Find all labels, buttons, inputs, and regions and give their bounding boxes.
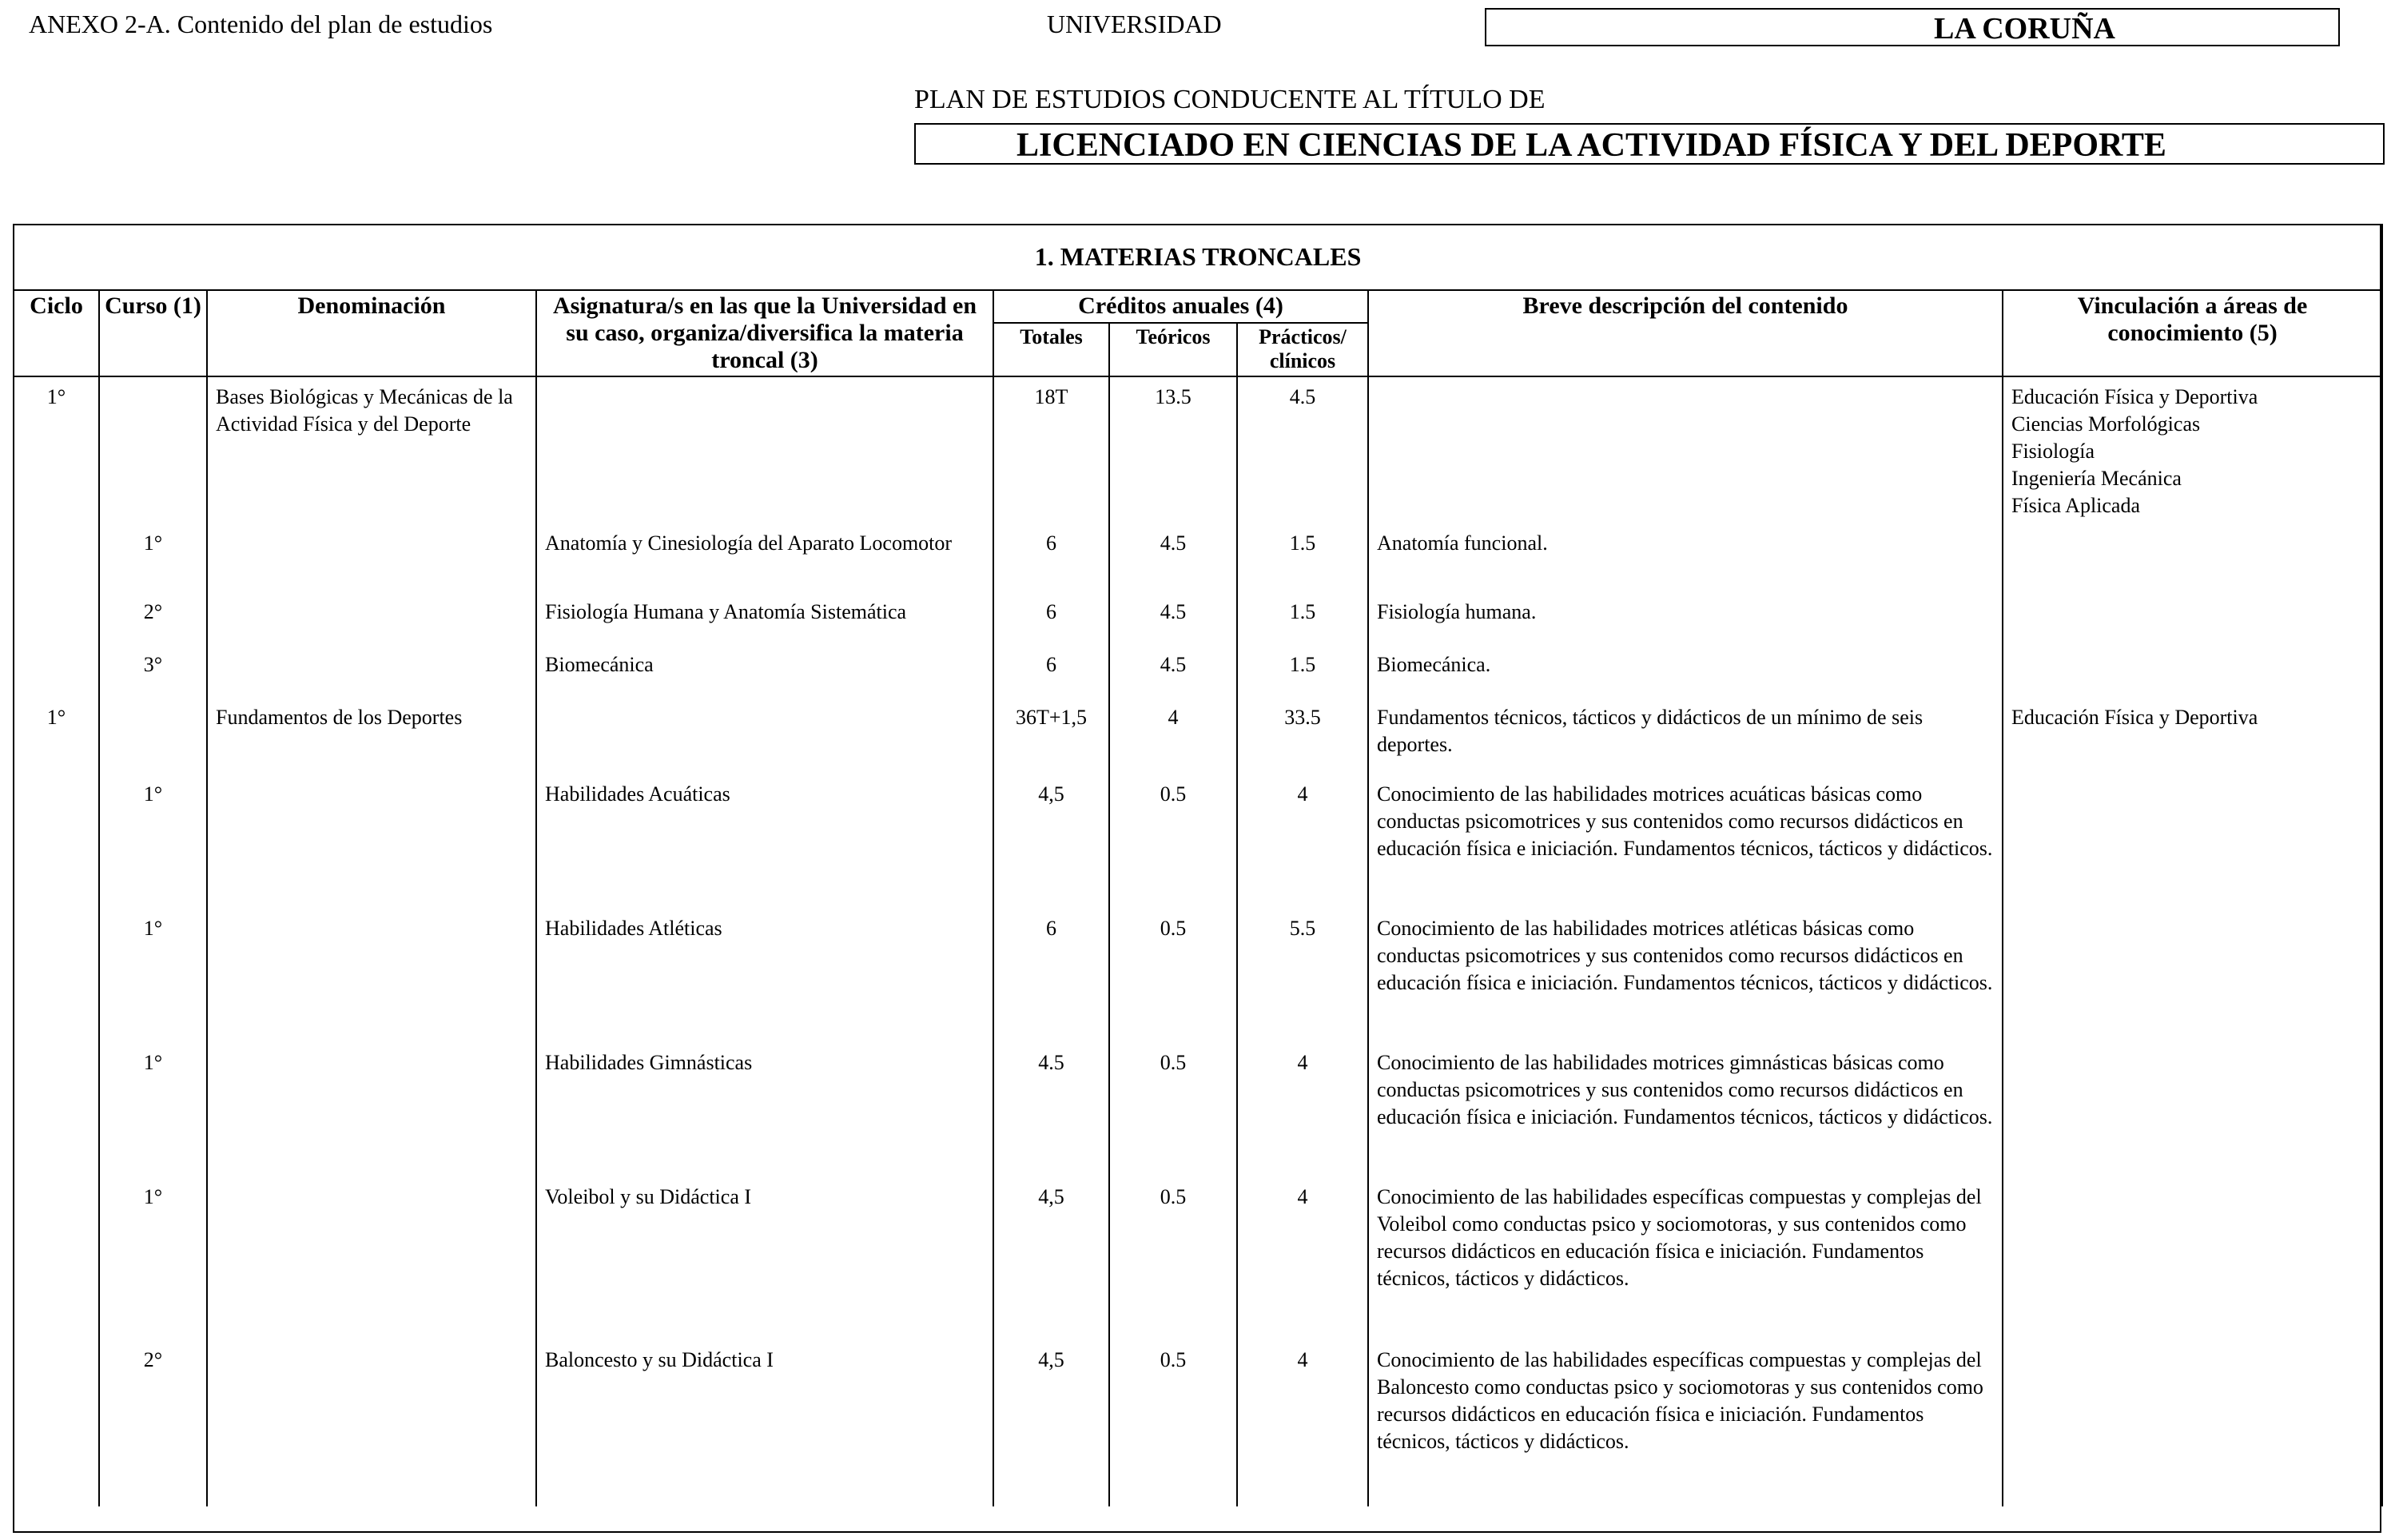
cell-vinculacion [2003, 1340, 2382, 1506]
col-denominacion: Denominación [207, 290, 536, 376]
cell-ciclo [14, 909, 99, 1043]
cell-descripcion: Conocimiento de las habilidades motrices gimnásticas básicas como conductas psicomotrices y sus contenidos como recursos didácticos en educación física e iniciación. Fundamentos técnicos, tácticos y didácticos. [1368, 1043, 2003, 1177]
cell-asignatura: Biomecánica [536, 645, 993, 698]
cell-vinculacion [2003, 523, 2382, 592]
university-name: LA CORUÑA [1934, 12, 2115, 46]
cell-denominacion [207, 909, 536, 1043]
cell-curso: 1° [99, 523, 207, 592]
cell-totales: 18T [993, 376, 1109, 523]
cell-denominacion [207, 523, 536, 592]
cell-teoricos: 0.5 [1109, 774, 1237, 909]
cell-curso [99, 698, 207, 774]
cell-curso: 1° [99, 774, 207, 909]
cell-practicos: 33.5 [1237, 698, 1368, 774]
cell-curso: 3° [99, 645, 207, 698]
cell-practicos: 4.5 [1237, 376, 1368, 523]
cell-asignatura [536, 376, 993, 523]
cell-denominacion [207, 1043, 536, 1177]
cell-teoricos: 4.5 [1109, 645, 1237, 698]
cell-curso: 2° [99, 592, 207, 645]
cell-ciclo [14, 1340, 99, 1506]
table-row [14, 523, 2382, 592]
cell-descripcion: Biomecánica. [1368, 645, 2003, 698]
cell-teoricos: 0.5 [1109, 909, 1237, 1043]
cell-practicos: 4 [1237, 1043, 1368, 1177]
col-asignatura: Asignatura/s en las que la Universidad en su caso, organiza/diversifica la materia troncal (3) [536, 290, 993, 376]
cell-asignatura: Baloncesto y su Didáctica I [536, 1340, 993, 1506]
cell-vinculacion [2003, 1043, 2382, 1177]
area-item: Física Aplicada [2011, 494, 2141, 517]
table-row [14, 909, 2382, 1043]
cell-asignatura: Anatomía y Cinesiología del Aparato Locomotor [536, 523, 993, 592]
university-label: UNIVERSIDAD [1047, 10, 1222, 38]
cell-practicos: 1.5 [1237, 523, 1368, 592]
table-row [14, 645, 2382, 698]
cell-vinculacion [2003, 1177, 2382, 1340]
cell-practicos: 4 [1237, 774, 1368, 909]
cell-asignatura [536, 698, 993, 774]
col-totales: Totales [993, 323, 1109, 376]
plan-label: PLAN DE ESTUDIOS CONDUCENTE AL TÍTULO DE [914, 85, 1546, 114]
table-row [14, 1340, 2382, 1506]
cell-denominacion: Fundamentos de los Deportes [207, 698, 536, 774]
degree-title: LICENCIADO EN CIENCIAS DE LA ACTIVIDAD FÍSICA Y DEL DEPORTE [1016, 127, 2166, 164]
cell-asignatura: Habilidades Atléticas [536, 909, 993, 1043]
cell-totales: 6 [993, 909, 1109, 1043]
col-descripcion: Breve descripción del contenido [1368, 290, 2003, 376]
cell-vinculacion [2003, 592, 2382, 645]
cell-vinculacion [2003, 645, 2382, 698]
cell-descripcion: Fisiología humana. [1368, 592, 2003, 645]
cell-totales: 4,5 [993, 1340, 1109, 1506]
cell-asignatura: Habilidades Acuáticas [536, 774, 993, 909]
cell-asignatura: Fisiología Humana y Anatomía Sistemática [536, 592, 993, 645]
cell-descripcion [1368, 376, 2003, 523]
cell-teoricos: 4.5 [1109, 523, 1237, 592]
cell-asignatura: Habilidades Gimnásticas [536, 1043, 993, 1177]
col-teoricos: Teóricos [1109, 323, 1237, 376]
cell-denominacion [207, 592, 536, 645]
table-row [14, 1043, 2382, 1177]
cell-practicos: 1.5 [1237, 645, 1368, 698]
col-creditos: Créditos anuales (4) [993, 290, 1368, 323]
cell-curso: 1° [99, 909, 207, 1043]
cell-teoricos: 0.5 [1109, 1340, 1237, 1506]
cell-denominacion [207, 1177, 536, 1340]
cell-practicos: 4 [1237, 1177, 1368, 1340]
col-curso: Curso (1) [99, 290, 207, 376]
cell-teoricos: 13.5 [1109, 376, 1237, 523]
col-practicos: Prácticos/ clínicos [1237, 323, 1368, 376]
university-box [1485, 8, 2340, 46]
cell-curso: 2° [99, 1340, 207, 1506]
table-row [14, 698, 2382, 774]
annex-label: ANEXO 2-A. Contenido del plan de estudios [29, 10, 493, 38]
col-vinculacion: Vinculación a áreas de conocimiento (5) [2003, 290, 2382, 376]
cell-practicos: 5.5 [1237, 909, 1368, 1043]
table-row [14, 376, 2382, 523]
cell-totales: 4.5 [993, 1043, 1109, 1177]
area-item: Ciencias Morfológicas [2011, 412, 2201, 436]
cell-teoricos: 4 [1109, 698, 1237, 774]
cell-curso: 1° [99, 1043, 207, 1177]
cell-ciclo [14, 1043, 99, 1177]
cell-teoricos: 0.5 [1109, 1177, 1237, 1340]
cell-vinculacion [2003, 774, 2382, 909]
cell-totales: 4,5 [993, 774, 1109, 909]
cell-descripcion: Conocimiento de las habilidades motrices acuáticas básicas como conductas psicomotrices y sus contenidos como recursos didácticos en educación física e iniciación. Fundamentos técnicos, tácticos y didácticos. [1368, 774, 2003, 909]
cell-totales: 6 [993, 523, 1109, 592]
cell-ciclo [14, 774, 99, 909]
cell-ciclo: 1° [14, 376, 99, 523]
cell-denominacion [207, 645, 536, 698]
cell-totales: 36T+1,5 [993, 698, 1109, 774]
cell-ciclo: 1° [14, 698, 99, 774]
cell-curso: 1° [99, 1177, 207, 1340]
cell-ciclo [14, 592, 99, 645]
cell-vinculacion [2003, 909, 2382, 1043]
area-item: Ingeniería Mecánica [2011, 467, 2182, 490]
area-item: Educación Física y Deportiva [2011, 385, 2258, 408]
cell-vinculacion [2003, 698, 2382, 774]
cell-practicos: 4 [1237, 1340, 1368, 1506]
cell-ciclo [14, 1177, 99, 1340]
cell-teoricos: 0.5 [1109, 1043, 1237, 1177]
cell-ciclo [14, 523, 99, 592]
materias-table [13, 224, 2383, 1506]
cell-totales: 4,5 [993, 1177, 1109, 1340]
cell-teoricos: 4.5 [1109, 592, 1237, 645]
cell-asignatura: Voleibol y su Didáctica I [536, 1177, 993, 1340]
cell-vinculacion [2003, 376, 2382, 523]
cell-ciclo [14, 645, 99, 698]
cell-descripcion: Anatomía funcional. [1368, 523, 2003, 592]
cell-denominacion [207, 1340, 536, 1506]
cell-totales: 6 [993, 645, 1109, 698]
cell-curso [99, 376, 207, 523]
section-title: 1. MATERIAS TRONCALES [14, 224, 2382, 290]
cell-descripcion: Fundamentos técnicos, tácticos y didácticos de un mínimo de seis deportes. [1368, 698, 2003, 774]
cell-descripcion: Conocimiento de las habilidades motrices atléticas básicas como conductas psicomotrices y sus contenidos como recursos didácticos en educación física e iniciación. Fundamentos técnicos, tácticos y didácticos. [1368, 909, 2003, 1043]
area-item: Educación Física y Deportiva [2011, 706, 2258, 729]
cell-descripcion: Conocimiento de las habilidades específicas compuestas y complejas del Voleibol como conductas psico y sociomotoras, y sus contenidos como recursos didácticos en educación física e iniciación. Fundamentos técnicos, tácticos y didácticos. [1368, 1177, 2003, 1340]
table-row [14, 592, 2382, 645]
cell-practicos: 1.5 [1237, 592, 1368, 645]
cell-totales: 6 [993, 592, 1109, 645]
table-row [14, 1177, 2382, 1340]
cell-denominacion: Bases Biológicas y Mecánicas de la Actividad Física y del Deporte [207, 376, 536, 523]
degree-title-box [914, 123, 2385, 165]
table-row [14, 774, 2382, 909]
cell-descripcion: Conocimiento de las habilidades específicas compuestas y complejas del Baloncesto como conductas psico y sociomotoras y sus contenidos como recursos didácticos en educación física e iniciación. Fundamentos técnicos, tácticos y didácticos. [1368, 1340, 2003, 1506]
area-item: Fisiología [2011, 440, 2095, 463]
col-ciclo: Ciclo [14, 290, 99, 376]
cell-denominacion [207, 774, 536, 909]
